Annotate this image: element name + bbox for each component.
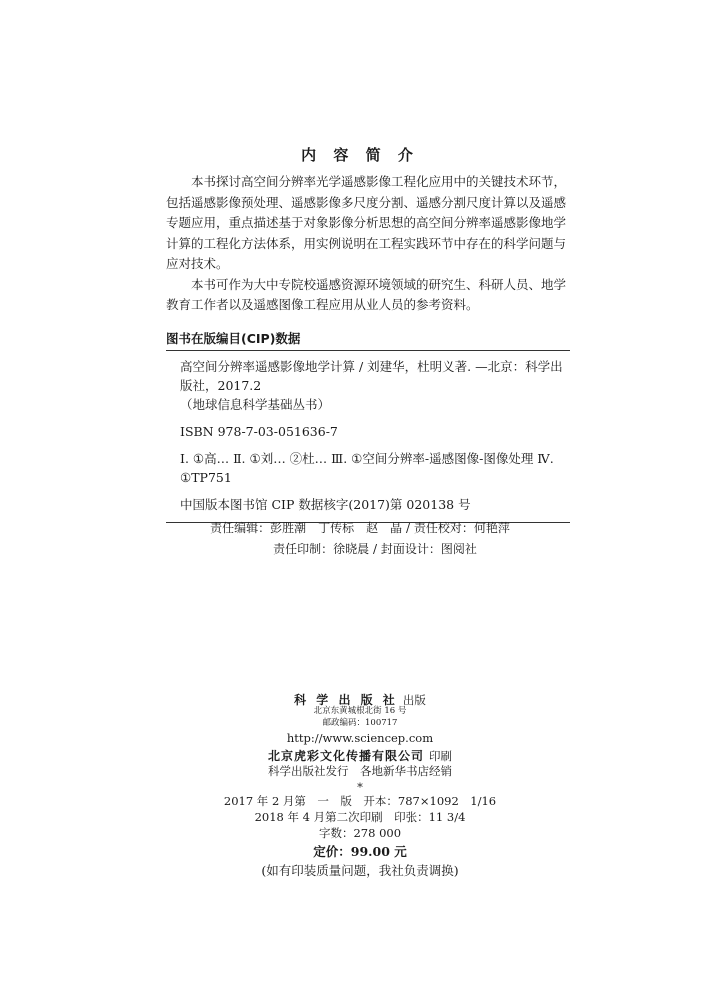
separator-star: * [357,780,363,794]
publisher-address: 北京东黄城根北街 16 号 [313,706,407,716]
cip-block [166,350,570,523]
publisher-role: 出版 [402,693,426,707]
cip-line-title: 高空间分辨率遥感影像地学计算 / 刘建华，杜明义著. —北京：科学出版社，2017.2 [180,359,563,393]
summary-paragraph-2: 本书可作为大中专院校遥感资源环境领域的研究生、科研人员、地学教育工作者以及遥感图像工程应用从业人员的参考资料。 [166,276,567,312]
wordcount-line: 字数：278 000 [318,826,402,840]
staff-line-1: 责任编辑：彭胜潮 丁传标 赵 晶 / 责任校对：何艳萍 [210,521,510,535]
cip-line-classification: Ⅰ. ①高… Ⅱ. ①刘… ②杜… Ⅲ. ①空间分辨率-遥感图像-图像处理 Ⅳ. ①TP751 [180,451,554,485]
publisher-url: http://www.sciencep.com [286,731,434,745]
price-line: 定价：99.00 元 [313,844,407,859]
distribution-line: 科学出版社发行 各地新华书店经销 [268,764,452,778]
printing-line: 2018 年 4 月第二次印刷 印张：11 3/4 [254,810,466,824]
printer-name: 北京虎彩文化传播有限公司 [267,749,424,763]
cip-line-isbn: ISBN 978-7-03-051636-7 [180,424,338,439]
cip-line-series: （地球信息科学基础丛书） [180,397,331,412]
summary-body [166,172,566,316]
cip-line-record: 中国版本图书馆 CIP 数据核字(2017)第 020138 号 [180,497,471,512]
summary-paragraph-1: 本书探讨高空间分辨率光学遥感影像工程化应用中的关键技术环节，包括遥感影像预处理、遥感影像多尺度分割、遥感分割尺度计算以及遥感专题应用，重点描述基于对象影像分析思想的高空间分辨率遥感影像地学计算的工程化方法体系，用实例说明在工程实践环节中存在的科学问题与应对技术。 [166,174,567,271]
notice-line: (如有印装质量问题，我社负责调换) [261,863,459,878]
publisher-postcode: 邮政编码：100717 [322,718,398,728]
staff-line-2: 责任印制：徐晓晨 / 封面设计：图阅社 [273,542,477,556]
summary-heading: 内 容 简 介 [301,146,419,164]
cip-title: 图书在版编目(CIP)数据 [166,331,301,346]
edition-line: 2017 年 2 月第 一 版 开本：787×1092 1/16 [223,794,497,808]
publisher-name: 科 学 出 版 社 [294,693,398,707]
printer-role: 印刷 [429,749,453,763]
printer-line [0,745,720,764]
